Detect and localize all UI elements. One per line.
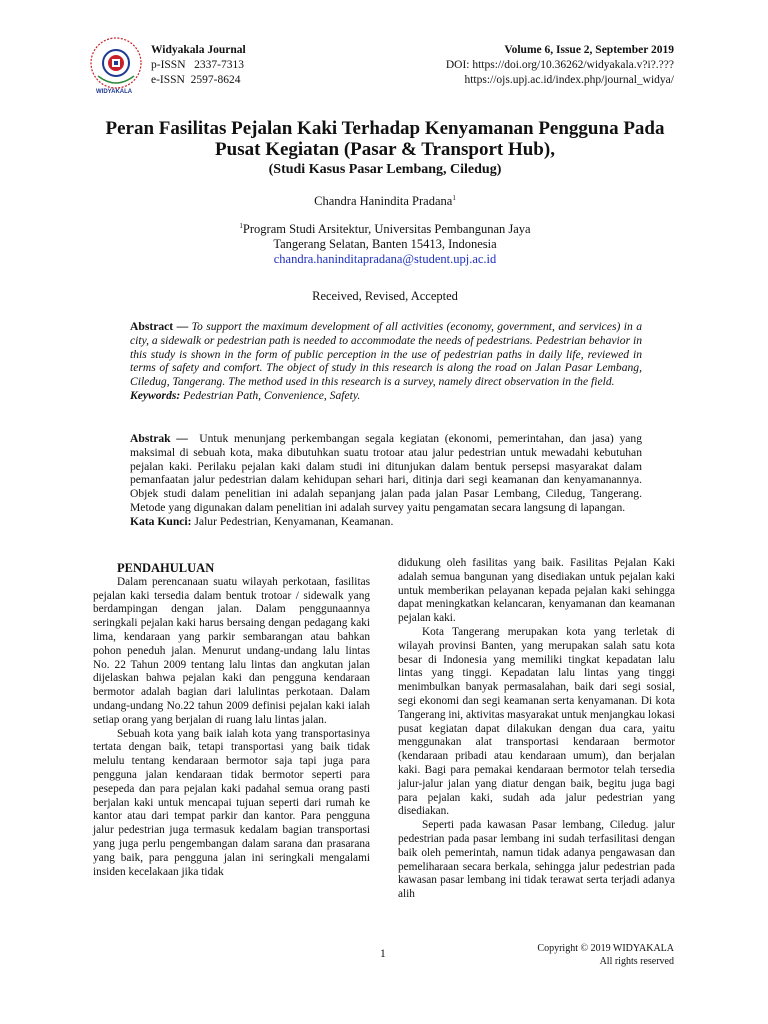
author-name: Chandra Hanindita Pradana [314,194,453,209]
abstract-en [130,320,642,403]
paper-title: Peran Fasilitas Pejalan Kaki Terhadap Kenyamanan Pengguna Pada Pusat Kegiatan (Pasar & Transport Hub), [105,118,665,160]
pissn-label: p-ISSN [151,59,186,71]
abstract-id [130,432,642,529]
journal-name: Widyakala Journal [151,44,246,56]
body-left-column [93,562,370,879]
paragraph: Sebuah kota yang baik ialah kota yang transportasinya tertata dengan baik, tetapi transportasi yang baik tidak melulu tentang kendaraan bermotor saja tapi juga para pengguna jalan kendaraan tidak bermotor seperti para pesepeda dan para pejalan kaki padahal semua orang pasti berjalan kaki untuk mencapai tujuan seperti dari rumah ke kantor atau dari tempat parkir dan kantor. Para pengguna jalur pedestrian juga termasuk kedalam bagian transportasi yang juga perlu pengembangan dalam sarana dan prasarana yang baik, para pengguna jalan ini seringkali mengalami insiden kecelakaan jika tidak [93,727,370,878]
paper-title-block [90,118,680,179]
abstrak-text: Untuk menunjang perkembangan segala kegiatan (ekonomi, pemerintahan, dan jasa) yang maksimal di sebuah kota, maka dibutuhkan suatu trotoar atau jalur pedestrian untuk mewadahi kebutuhan pejalan kaki. Perilaku pejalan kaki dalam studi ini ditunjukan dalam bentuk persepsi masyarakat dalam pemanfaatan jalur pedestrian dalam kehidupan sehari hari, ditinja dari segi keamanan dan kenyamanannya. Objek studi dalam penelitian ini adalah sepanjang jalan pada jalan Pasar Lembang, Ciledug, Tangerang. Metode yang digunakan dalam penelitian ini adalah survey yaitu pengamatan secara langsung di lapangan. [130,432,642,514]
copyright-block [537,942,674,968]
abstract-label: Abstract — [130,320,189,333]
volume-issue: Volume 6, Issue 2, September 2019 [504,44,674,56]
pissn-line [151,58,246,73]
eissn-line [151,73,246,88]
kata-kunci-label: Kata Kunci: [130,514,192,528]
keywords-label: Keywords: [130,388,181,402]
eissn-label: e-ISSN [151,74,185,86]
eissn-value: 2597-8624 [190,74,241,86]
logo-wordmark: WIDYAKALA [96,89,133,95]
doi-link[interactable]: DOI: https://doi.org/10.36262/widyakala.v?i?.??? [445,59,674,71]
affil-sup: 1 [239,222,243,230]
abstrak-label: Abstrak — [130,432,188,445]
paragraph: didukung oleh fasilitas yang baik. Fasilitas Pejalan Kaki adalah semua bangunan yang disediakan untuk pejalan kaki untuk memberikan pelayanan kepada pejalan kaki sehingga dapat meningkatkan kelancaran, kenyamanan dan keamanan pejalan kaki. [398,557,675,625]
journal-info [151,43,246,88]
author-block [90,191,680,209]
affiliation-block [90,219,680,267]
rights-text: All rights reserved [599,956,674,967]
received-line: Received, Revised, Accepted [312,289,458,303]
abstract-text: To support the maximum development of all activities (economy, government, and services) in a city, a sidewalk or pedestrian path is needed to accommodate the needs of pedestrians. Pedestrian behavior in this study is shown in the form of public perception in the use of pedestrian paths in daily life, reviewed in terms of safety and comfort. The object of study in this research is along the road on Jalan Pasar Lembang, Ciledug, Tangerang. The method used in this research is a survey, namely direct observation in the field. [130,320,643,389]
body-right-column [398,557,675,902]
page-number: 1 [380,948,386,960]
affil-line1: Program Studi Arsitektur, Universitas Pembangunan Jaya [242,222,531,237]
paragraph: Seperti pada kawasan Pasar lembang, Ciledug. jalur pedestrian pada pasar lembang ini sudah terfasilitasi dengan baik oleh pemerintah, namun tidak adanya pengawasan dan pemeliharaan secara berkala, sehingga jalur pedestrian pada kawasan pasar lembang ini tidak terawat serta terjadi adanya alih [398,819,675,901]
paragraph: Kota Tangerang merupakan kota yang terletak di wilayah provinsi Banten, yang merupakan salah satu kota besar di Indonesia yang memiliki tingkat kepadatan lalu lintas yang tinggi. Kepadatan lalu lintas yang tinggi menimbulkan banyak permasalahan, baik dari segi sosial, segi ekonomi dan segi keamanan serta kenyamanan. Di kota Tangerang ini, aktivitas masyarakat untuk menjangkau lokasi pusat kegiatan dapat dilakukan dengan dua cara, yaitu menggunakan alat transportasi kendaraan bermotor (kendaraan pribadi atau kendaraan umum), dan berjalan kaki. Bagi para pemakai kendaraan bermotor telah tersedia jalur-jalur jalan yang diatur dengan baik, begitu juga bagi para pejalan kaki, sudah ada jalur pedestrian yang disediakan. [398,625,675,818]
keywords-text: Pedestrian Path, Convenience, Safety. [183,388,361,402]
journal-url[interactable]: https://ojs.upj.ac.id/index.php/journal_widya/ [464,74,674,86]
author-email[interactable]: chandra.haninditapradana@student.upj.ac.id [273,252,497,267]
author-sup: 1 [452,194,456,202]
journal-logo [88,36,144,92]
affil-line2: Tangerang Selatan, Banten 15413, Indonesia [273,237,497,252]
kata-kunci-text: Jalur Pedestrian, Kenyamanan, Keamanan. [194,514,394,528]
section-heading: PENDAHULUAN [117,561,215,575]
pissn-value: 2337-7313 [194,59,244,71]
issue-info [446,43,674,88]
copyright-text: Copyright © 2019 WIDYAKALA [537,943,674,954]
paper-subtitle: (Studi Kasus Pasar Lembang, Ciledug) [268,162,502,177]
paragraph: Dalam perencanaan suatu wilayah perkotaan, fasilitas pejalan kaki tersedia dalam bentuk trotoar / sidewalk yang berdampingan dengan jalan. Dalam penggunaannya seringkali pejalan kaki harus bersaing dengan pedagang kaki lima, kendaraan yang parkir sembarangan atau bahkan pohon peneduh jalan. Menurut undang-undang lalu lintas No. 22 Tahun 2009 tentang lalu lintas dan angkutan jalan dijelaskan bahwa pejalan kaki dan pengguna kendaraan bermotor adalah bagian dari lalulintas perkotaan. Dalam undang-undang No.22 tahun 2009 definisi pejalan kaki ialah setiap orang yang berjalan di ruang lalu lintas jalan. [93,575,370,726]
